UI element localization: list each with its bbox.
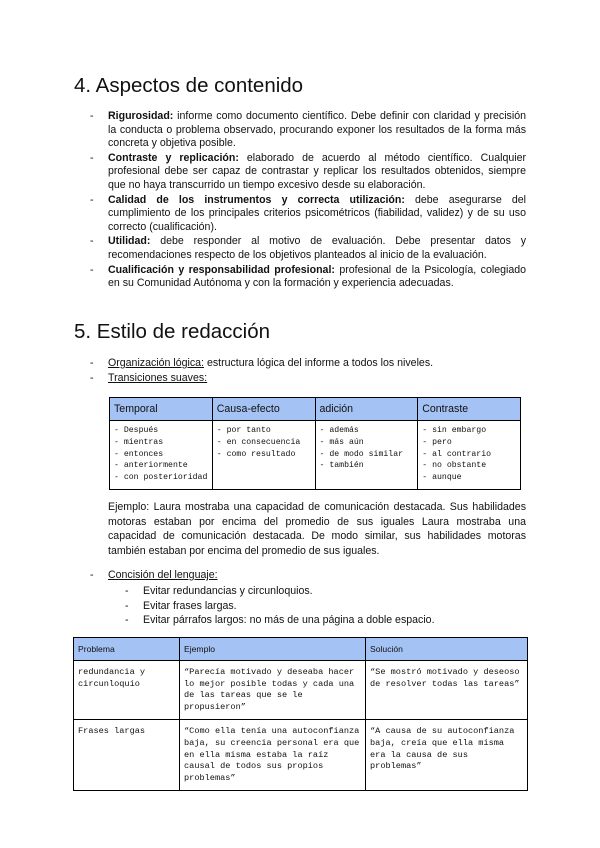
cell-line: - anteriormente: [114, 461, 188, 471]
list-item: [108, 264, 526, 291]
table-cell: “A causa de su autoconfianza baja, creía que ella misma era la causa de sus problemas”: [366, 720, 528, 791]
table-header: Ejemplo: [180, 638, 366, 661]
cell-line: - Después: [114, 426, 159, 435]
cell-line: - aunque: [422, 473, 462, 483]
list-item-text: debe responder al motivo de evaluación. Debe presentar datos y recomendaciones respecto de los objetivos planteados al inicio de la evaluación.: [108, 235, 526, 261]
section-4-heading: 4. Aspectos de contenido: [74, 74, 304, 97]
list-item-term: Organización lógica:: [108, 357, 204, 369]
section-5-heading: 5. Estilo de redacción: [74, 320, 271, 343]
list-item-term: Rigurosidad:: [108, 110, 174, 122]
problems-table: [73, 637, 528, 791]
example-paragraph: Ejemplo: Laura mostraba una capacidad de comunicación destacada. Sus habilidades motoras estaban por encima del promedio de sus iguales Laura mostraba una capacidad de comunicación destacada. De modo similar, sus habilidades motoras también estaban por encima del promedio de sus iguales.: [108, 501, 526, 557]
list-item: [108, 110, 526, 151]
cell-line: - también: [319, 461, 364, 471]
list-item-text: debe asegurarse del cumplimiento de los principales criterios psicométricos (fiabilidad, validez) y de su uso correcto (cualificación).: [108, 193, 526, 233]
table-header: Problema: [74, 638, 180, 661]
list-item-term: Transiciones suaves:: [108, 371, 208, 384]
table-header: Contraste: [418, 398, 521, 421]
content-aspects-list: [108, 110, 526, 292]
writing-style-list: [108, 356, 526, 385]
list-item: [108, 568, 526, 583]
cell-line: - mientras: [114, 437, 164, 447]
list-item-text: estructura lógica del informe a todos los niveles.: [204, 357, 434, 369]
list-item: [108, 235, 526, 262]
table-cell: “Se mostró motivado y deseoso de resolver todas las tareas”: [366, 661, 528, 720]
list-item: [108, 371, 526, 386]
transitions-table: [109, 397, 521, 490]
cell-line: - de modo similar: [319, 449, 404, 459]
table-cell: Frases largas: [74, 720, 180, 791]
list-item-term: Cualificación y responsabilidad profesional:: [108, 263, 335, 276]
list-item-text: profesional de la Psicología, colegiado en su Comunidad Autónoma y con la formación y experiencia adecuadas.: [108, 263, 527, 290]
cell-line: - entonces: [114, 449, 164, 459]
list-item: [108, 152, 526, 193]
list-item: [108, 356, 526, 371]
table-header: Causa-efecto: [212, 398, 315, 421]
cell-line: - sin embargo: [422, 426, 487, 435]
list-item: - Evitar párrafos largos: no más de una página a doble espacio.: [143, 613, 523, 628]
list-item: - Evitar frases largas.: [143, 599, 523, 614]
table-header: Temporal: [110, 398, 213, 421]
table-row: [74, 720, 528, 791]
table-cell: [315, 421, 418, 490]
cell-line: - no obstante: [422, 461, 487, 471]
list-item-text: informe como documento científico. Debe definir con claridad y precisión la conducta o problema observado, procurando exponer los resultados de la forma más concreta y objetiva posible.: [108, 110, 526, 150]
cell-line: - al contrario: [422, 449, 492, 459]
cell-line: - como resultado: [216, 449, 296, 459]
list-item-term: Utilidad:: [108, 235, 151, 248]
table-cell: [418, 421, 521, 490]
table-cell: “Como ella tenía una autoconfianza baja, su creencia personal era que en ella misma estaba la raíz causal de todos sus propios problemas”: [180, 720, 366, 791]
cell-line: - más aún: [319, 437, 364, 447]
list-item-text: elaborado de acuerdo al método científico. Cualquier profesional debe ser capaz de contrastar y replicar los resultados obtenidos, siempre que no haya transcurrido un tiempo excesivo desde su elaboración.: [108, 151, 526, 191]
list-item-term: Contraste y replicación:: [108, 151, 239, 164]
list-item: [108, 194, 526, 235]
table-cell: [110, 421, 213, 490]
cell-line: - en consecuencia: [216, 437, 301, 447]
cell-line: - con posterioridad: [114, 473, 208, 483]
table-cell: “Parecía motivado y deseaba hacer lo mejor posible todas y cada una de las tareas que se le propusieron”: [180, 661, 366, 720]
concision-list: [108, 568, 526, 583]
table-cell: [212, 421, 315, 490]
table-header: adición: [315, 398, 418, 421]
list-item: - Evitar redundancias y circunloquios.: [143, 584, 523, 599]
cell-line: - además: [319, 426, 359, 435]
table-header: Solución: [366, 638, 528, 661]
table-cell: redundancia y circunloquio: [74, 661, 180, 720]
cell-line: - por tanto: [216, 426, 271, 435]
list-item-term: Concisión del lenguaje:: [108, 569, 218, 581]
concision-sublist: [143, 584, 523, 628]
cell-line: - pero: [422, 437, 452, 447]
table-row: [74, 661, 528, 720]
list-item-term: Calidad de los instrumentos y correcta utilización:: [108, 193, 405, 206]
